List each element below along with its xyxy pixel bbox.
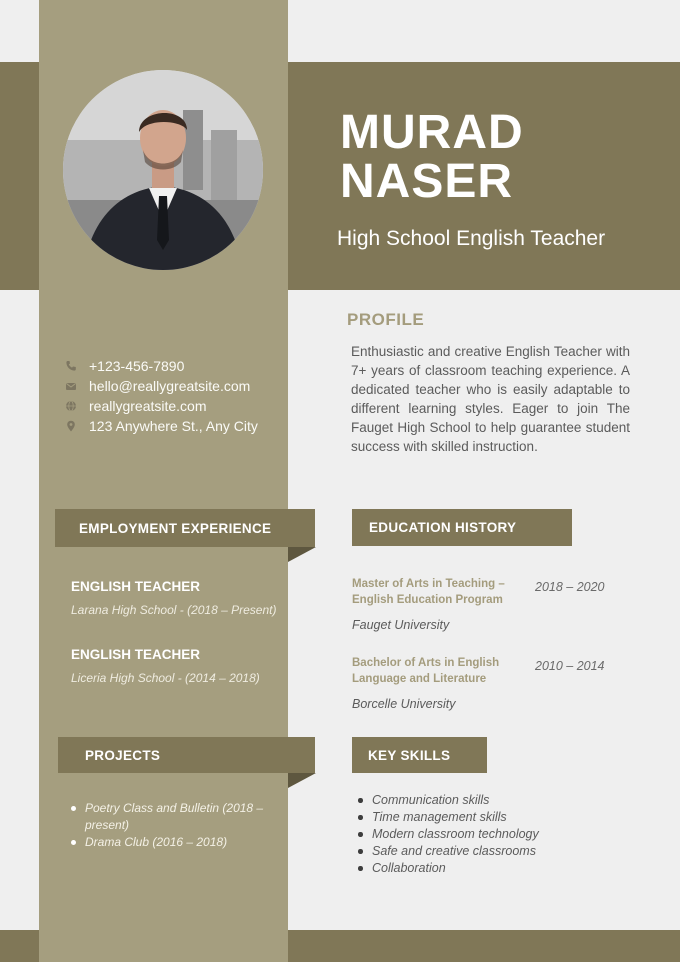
list-item: Safe and creative classrooms (356, 843, 596, 860)
website-text: reallygreatsite.com (89, 398, 207, 414)
contact-email (65, 376, 280, 396)
person-name (340, 108, 524, 206)
profile-text: Enthusiastic and creative English Teacher with 7+ years of classroom teaching experience. A dedicated teacher who is easily adaptable to different learning styles. Eager to join The Fauget High School to help guarantee student success with skilled instruction. (351, 344, 630, 454)
last-name: NASER (340, 155, 514, 208)
projects-list (69, 800, 269, 851)
job-2-title: ENGLISH TEACHER (71, 647, 201, 662)
education-title: EDUCATION HISTORY (369, 520, 517, 535)
list-item: Poetry Class and Bulletin (2018 – present) (69, 800, 269, 834)
employment-header-fold (288, 547, 316, 562)
location-pin-icon (65, 420, 77, 432)
list-item: Communication skills (356, 792, 596, 809)
email-text: hello@reallygreatsite.com (89, 378, 251, 394)
contact-website (65, 396, 280, 416)
address-text: 123 Anywhere St., Any City (89, 418, 258, 434)
mail-icon (65, 380, 77, 392)
globe-icon (65, 400, 77, 412)
job-1-detail: Larana High School - (2018 – Present) (71, 603, 277, 617)
employment-header (55, 509, 315, 547)
edu-1-degree: Master of Arts in Teaching – English Education Program (352, 578, 505, 606)
list-item: Time management skills (356, 809, 596, 826)
phone-text: +123-456-7890 (89, 358, 185, 374)
education-header (352, 509, 572, 546)
edu-2-years: 2010 – 2014 (535, 659, 605, 673)
list-item: Collaboration (356, 860, 596, 877)
edu-2-school: Borcelle University (352, 697, 456, 711)
profile-title: PROFILE (347, 310, 425, 329)
projects-header (58, 737, 315, 773)
job-1-title: ENGLISH TEACHER (71, 579, 201, 594)
projects-header-fold (288, 773, 316, 788)
phone-icon (65, 360, 77, 372)
edu-1-school: Fauget University (352, 618, 450, 632)
edu-2-degree: Bachelor of Arts in English Language and Literature (352, 657, 500, 685)
skills-list (356, 792, 596, 877)
contact-list (65, 356, 280, 436)
projects-title: PROJECTS (85, 747, 161, 763)
job-2-detail: Liceria High School - (2014 – 2018) (71, 671, 260, 685)
list-item: Drama Club (2016 – 2018) (69, 834, 269, 851)
job-role: High School English Teacher (337, 227, 606, 250)
edu-1-years: 2018 – 2020 (535, 580, 605, 594)
skills-title: KEY SKILLS (368, 747, 451, 763)
employment-title: EMPLOYMENT EXPERIENCE (79, 520, 272, 536)
list-item: Modern classroom technology (356, 826, 596, 843)
contact-phone (65, 356, 280, 376)
first-name: MURAD (340, 106, 524, 159)
contact-address (65, 416, 280, 436)
skills-header (352, 737, 487, 773)
profile-photo (63, 70, 263, 270)
